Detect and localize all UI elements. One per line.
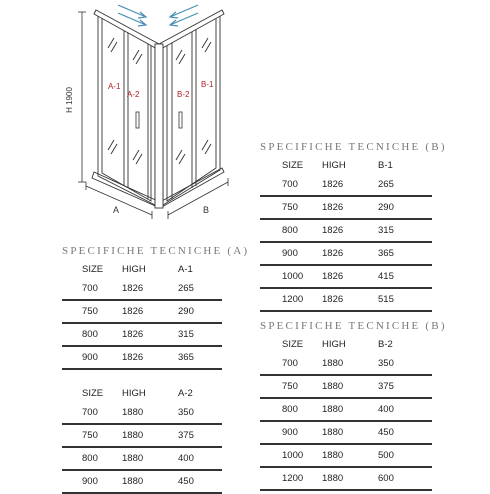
table-a-header-1 <box>62 260 222 278</box>
header-high: HIGH <box>322 159 346 171</box>
handle-b <box>179 112 182 128</box>
header-high: HIGH <box>122 387 146 399</box>
table-row: 700 1880 350 <box>260 353 432 375</box>
table-row: 1000 1880 500 <box>260 444 432 467</box>
height-label: H 1900 <box>65 87 74 113</box>
shower-enclosure-diagram <box>0 0 250 235</box>
panel-label-b2: B-2 <box>177 90 190 99</box>
handle-a <box>136 112 139 128</box>
table-row: 800 1880 400 <box>62 447 222 470</box>
side-a-label: A <box>113 205 120 215</box>
panel-label-b1: B-1 <box>201 80 214 89</box>
table-row: 900 1826 365 <box>260 242 432 265</box>
table-row: 700 1826 265 <box>62 278 222 300</box>
table-b1-header <box>260 156 432 174</box>
table-row: 900 1880 450 <box>62 470 222 493</box>
table-b2-header <box>260 335 432 353</box>
table-row: 750 1826 290 <box>62 300 222 323</box>
header-size: SIZE <box>82 387 104 399</box>
table-row: 750 1880 375 <box>260 375 432 398</box>
header-a2: A-2 <box>178 387 193 399</box>
table-a <box>62 260 222 494</box>
table-row: 900 1826 365 <box>62 346 222 369</box>
table-row: 1000 1826 415 <box>260 265 432 288</box>
height-dimension <box>78 12 86 182</box>
header-a1: A-1 <box>178 263 193 275</box>
table-row: 1200 1880 600 <box>260 467 432 490</box>
table-row: 800 1880 400 <box>260 398 432 421</box>
panel-label-a2: A-2 <box>127 90 140 99</box>
table-row: 750 1826 290 <box>260 196 432 219</box>
header-high: HIGH <box>122 263 146 275</box>
table-row: 750 1880 375 <box>62 424 222 447</box>
table-row: 700 1880 350 <box>62 402 222 424</box>
table-row: 800 1826 315 <box>260 219 432 242</box>
header-b2: B-2 <box>378 338 393 350</box>
table-row: 800 1826 315 <box>62 323 222 346</box>
table-b1 <box>260 156 432 312</box>
table-a-header-2 <box>62 384 222 402</box>
header-high: HIGH <box>322 338 346 350</box>
header-size: SIZE <box>282 338 304 350</box>
side-b-label: B <box>203 205 210 215</box>
table-row: 700 1826 265 <box>260 174 432 196</box>
table-b2 <box>260 335 432 491</box>
table-b1-title: SPECIFICHE TECNICHE (B) <box>260 141 447 153</box>
header-b1: B-1 <box>378 159 393 171</box>
header-size: SIZE <box>82 263 104 275</box>
table-row: 1200 1826 515 <box>260 288 432 311</box>
sliding-direction-arrows <box>118 5 198 26</box>
table-a-title: SPECIFICHE TECNICHE (A) <box>62 245 250 257</box>
panel-label-a1: A-1 <box>108 82 121 91</box>
header-size: SIZE <box>282 159 304 171</box>
table-b2-title: SPECIFICHE TECNICHE (B) <box>260 320 447 332</box>
table-row: 900 1880 450 <box>260 421 432 444</box>
